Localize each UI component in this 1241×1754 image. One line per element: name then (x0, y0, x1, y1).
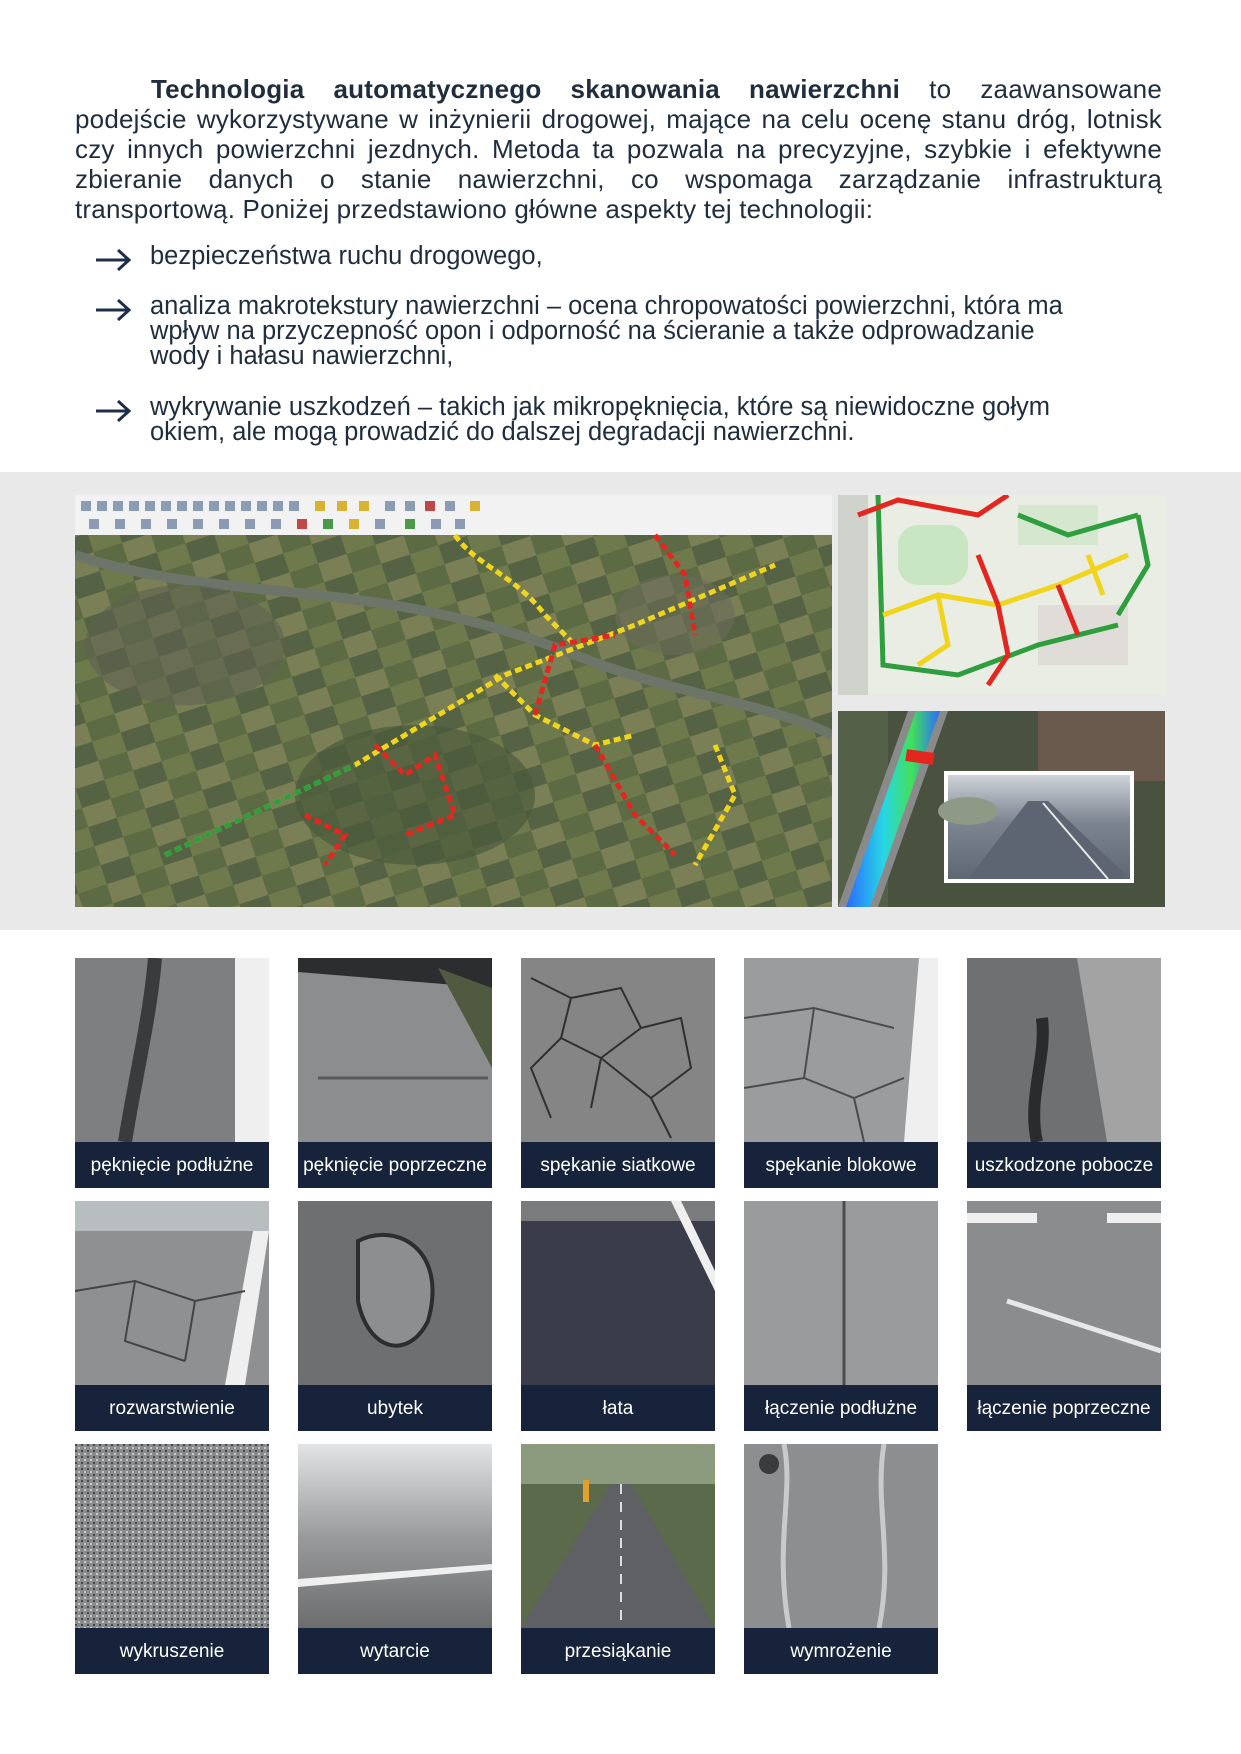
defect-tile (521, 958, 715, 1188)
list-item-text: analiza makrotekstury nawierzchni – ocena chropowatości powierzchni, która ma wpływ na przyczepność opon i odporność na ścieranie a także odprowadzanie wody i hałasu nawierzchni, (150, 292, 1063, 370)
defect-tile (298, 1201, 492, 1431)
aspects-list (95, 244, 1095, 445)
list-item (95, 395, 1095, 445)
defect-caption: spękanie siatkowe (521, 1142, 715, 1188)
defect-tile (298, 1444, 492, 1674)
defect-photo (744, 1201, 938, 1385)
intro-text: to zaawansowane podejście wykorzystywane w inżynierii drogowej, mające na celu ocenę stanu dróg, lotnisk czy innych powierzchni jezdnych. Metoda ta pozwala na precyzyjne, szybkie i efektywne zbieranie danych o stanie nawierzchni, co wspomaga zarządzanie infrastrukturą transportową. Poniżej przedstawiono główne aspekty tej technologii: (75, 74, 1162, 224)
defect-caption: ubytek (298, 1385, 492, 1431)
list-item-text: wykrywanie uszkodzeń – takich jak mikropęknięcia, które są niewidoczne gołym okiem, ale mogą prowadzić do dalszej degradacji nawierzchni. (150, 393, 1050, 446)
arrow-right-icon (95, 400, 131, 422)
list-item (95, 244, 1095, 269)
defect-caption: łączenie poprzeczne (967, 1385, 1161, 1431)
arrow-right-icon (95, 299, 131, 321)
defect-photo (967, 958, 1161, 1142)
defect-photo (967, 1201, 1161, 1385)
defect-tile (744, 1444, 938, 1674)
defect-tile (521, 1201, 715, 1431)
defect-photo (298, 1444, 492, 1628)
gis-map-screenshot (75, 495, 832, 907)
defect-photo (75, 958, 269, 1142)
defect-photo (521, 958, 715, 1142)
city-road-map (838, 495, 1165, 695)
scan-overlay-image (838, 711, 1165, 907)
defect-caption: łączenie podłużne (744, 1385, 938, 1431)
defect-photo (75, 1201, 269, 1385)
defect-caption: pęknięcie poprzeczne (298, 1142, 492, 1188)
defect-photo (744, 1444, 938, 1628)
defect-photo (298, 958, 492, 1142)
defect-tile (967, 958, 1161, 1188)
defect-caption: rozwarstwienie (75, 1385, 269, 1431)
defect-tile (521, 1444, 715, 1674)
defect-caption: wytarcie (298, 1628, 492, 1674)
defect-tile (75, 1444, 269, 1674)
defect-caption: pęknięcie podłużne (75, 1142, 269, 1188)
defect-tile (75, 1201, 269, 1431)
defect-caption: wymrożenie (744, 1628, 938, 1674)
defect-photo (744, 958, 938, 1142)
intro-paragraph (75, 74, 1162, 224)
defect-caption: przesiąkanie (521, 1628, 715, 1674)
defect-caption: łata (521, 1385, 715, 1431)
defect-photo (298, 1201, 492, 1385)
intro-lead: Technologia automatycznego skanowania nawierzchni (151, 74, 901, 104)
arrow-right-icon (95, 249, 131, 271)
defect-caption: uszkodzone pobocze (967, 1142, 1161, 1188)
list-item-text: bezpieczeństwa ruchu drogowego, (150, 242, 543, 270)
defect-caption: spękanie blokowe (744, 1142, 938, 1188)
defect-tile (75, 958, 269, 1188)
defect-photo (521, 1444, 715, 1628)
defect-tile (744, 958, 938, 1188)
defect-tile (744, 1201, 938, 1431)
list-item (95, 294, 1095, 369)
defect-photo (75, 1444, 269, 1628)
defect-caption: wykruszenie (75, 1628, 269, 1674)
defect-tile (298, 958, 492, 1188)
defect-tile (967, 1201, 1161, 1431)
defect-photo (521, 1201, 715, 1385)
